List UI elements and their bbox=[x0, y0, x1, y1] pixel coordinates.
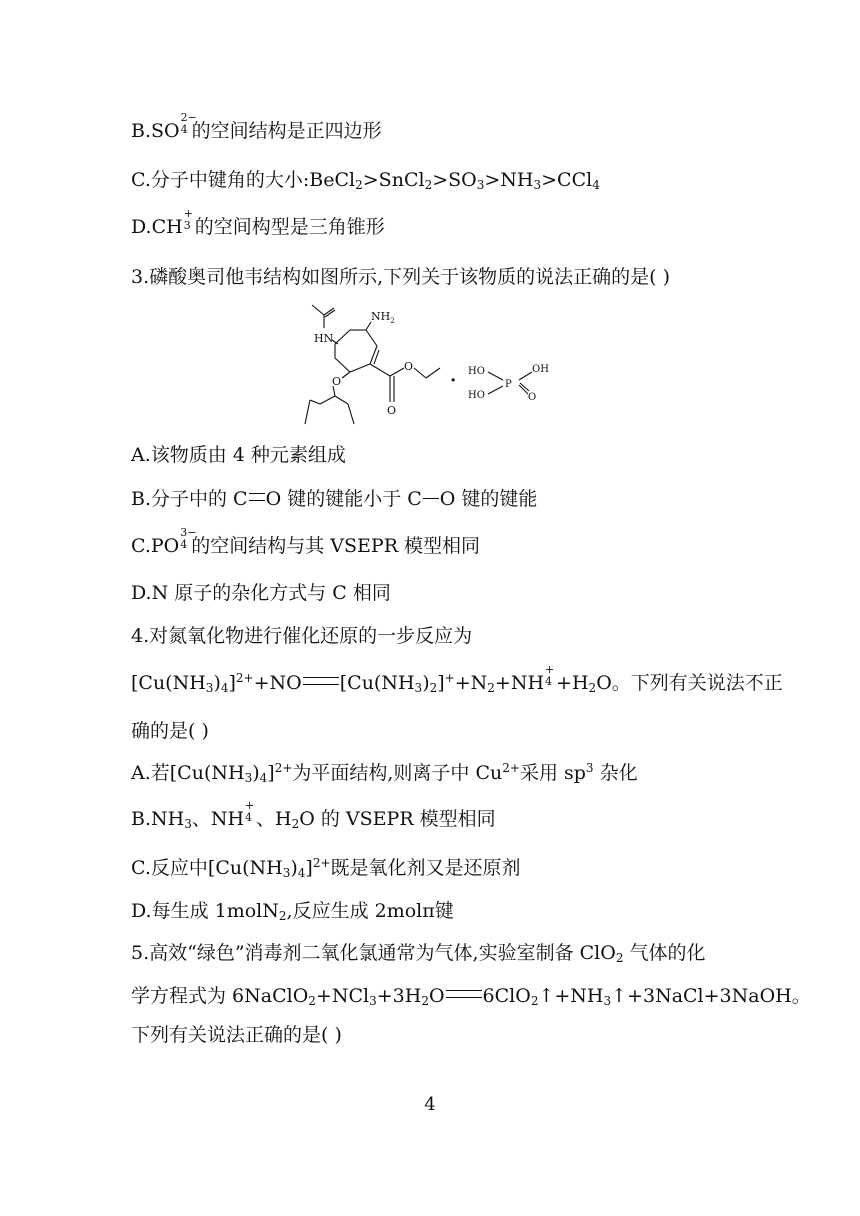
q4-option-c: C.反应中$[Cu(NH_3)_4]^{2+}$既是氧化剂又是还原剂 bbox=[131, 856, 521, 880]
q3-option-a: A.该物质由 4 种元素组成 bbox=[131, 444, 346, 466]
q4-option-b: $B.NH_3$、NH + 4 、$H_2O$ 的 VSEPR 模型相同 bbox=[131, 798, 496, 831]
q4-option-d: D.每生成 1molN$_2$,反应生成 2molπ键 bbox=[131, 900, 454, 923]
hn-label: HN bbox=[314, 332, 334, 345]
q4-equation: $[Cu(NH_3)_4]^{2+}+NO$ $[Cu(NH_3)_2]^++N_2+NH$ + 4 $+H_2O$。下列有关说法不正 bbox=[131, 662, 783, 695]
ester-o-label: O bbox=[404, 360, 414, 373]
q4-stem: 4.对氮氧化物进行催化还原的一步反应为 bbox=[131, 625, 473, 647]
q2-option-c: C.分子中键角的大小$:BeCl_2>SnCl_2>SO_3>NH_3>CCl_4$ bbox=[131, 169, 600, 192]
q4-option-a: A.若$[Cu(NH_3)_4]^{2+}$为平面结构,则离子中 $Cu^{2+}$采用 $sp^3$ 杂化 bbox=[131, 761, 638, 785]
q2-option-d: D.CH + 3 的空间构型是三角锥形 bbox=[131, 206, 385, 238]
o-p-label: O bbox=[528, 392, 537, 403]
q5-line2: 学方程式为 $6NaClO_2+NCl_3+3H_2O$ $6ClO_2↑+NH_3↑+3NaCl+3NaOH$。 bbox=[131, 985, 811, 1008]
ether-o-label: O bbox=[332, 375, 342, 388]
page-number: 4 bbox=[424, 1094, 436, 1115]
structure-svg bbox=[300, 300, 560, 428]
p-label: P bbox=[505, 379, 512, 390]
q3-stem: 3.磷酸奥司他韦结构如图所示,下列关于该物质的说法正确的是( ) bbox=[131, 266, 671, 288]
q5-line3: 下列有关说法正确的是( ) bbox=[131, 1024, 342, 1046]
q3-option-b: B.分子中的 C O 键的键能小于 C O 键的键能 bbox=[131, 488, 538, 510]
ho1-label: HO bbox=[468, 366, 485, 377]
oseltamivir-phosphate-structure bbox=[300, 300, 560, 428]
q5-line1: 5.高效“绿色”消毒剂二氧化氯通常为气体,实验室制备 ClO$_2$ 气体的化 bbox=[131, 942, 706, 965]
q3-option-c: C.PO 3− 4 的空间结构与其 VSEPR 模型相同 bbox=[131, 525, 481, 557]
oh-label: OH bbox=[532, 364, 549, 375]
carbonyl-o-label: O bbox=[387, 404, 397, 417]
dot-label: · bbox=[450, 370, 457, 391]
q2-option-b: B.SO 2− 4 的空间结构是正四边形 bbox=[131, 110, 382, 142]
nh2-label: $NH_2$ bbox=[371, 310, 395, 325]
q4-stem-end: 确的是( ) bbox=[131, 720, 209, 742]
q3-option-d: D.N 原子的杂化方式与 C 相同 bbox=[131, 582, 391, 604]
ho2-label: HO bbox=[468, 390, 485, 401]
